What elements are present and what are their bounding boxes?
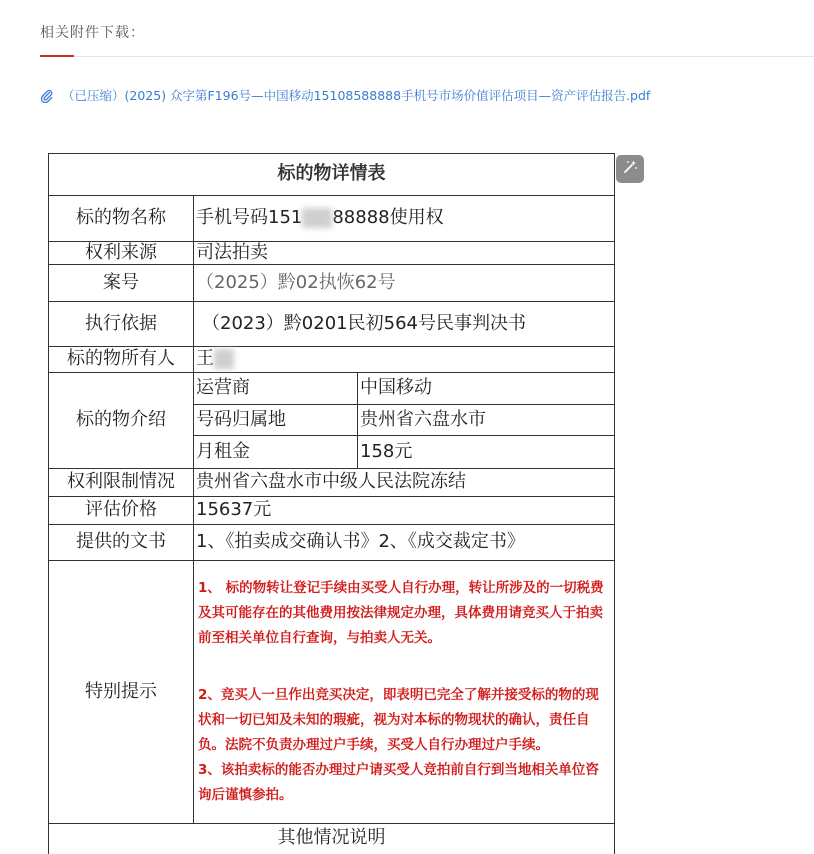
table-title: 标的物详情表: [49, 154, 615, 196]
row-label-special: 特别提示: [49, 561, 194, 824]
row-value-owner: [194, 347, 615, 373]
row-label-source: 权利来源: [49, 242, 194, 265]
magic-wand-button[interactable]: [616, 155, 644, 183]
table-row: [49, 469, 615, 497]
intro-key-carrier: 运营商: [194, 373, 358, 405]
row-value-price: 15637元: [194, 497, 615, 525]
note-2: 2、竞买人一旦作出竞买决定，即表明已完全了解并接受标的物的现状和一切已知及未知的瑕疵，视为对本标的物现状的确认，责任自负。法院不负责办理过户手续，买受人自行办理过户手续。: [198, 687, 599, 753]
row-value-docs: 1、《拍卖成交确认书》2、《成交裁定书》: [194, 525, 615, 561]
intro-value-carrier: 中国移动: [358, 373, 615, 405]
section-title: 相关附件下载：: [40, 25, 145, 41]
table-row: [49, 561, 615, 824]
phone-prefix: 手机号码151: [196, 207, 303, 229]
row-value-name: [194, 196, 615, 242]
owner-surname: 王: [196, 348, 214, 370]
note-1: 1、 标的物转让登记手续由买受人自行办理，转让所涉及的一切税费及其可能存在的其他费用按法律规定办理，具体费用请竞买人于拍卖前至相关单位自行查询，与拍卖人无关。: [198, 580, 604, 646]
row-label-docs: 提供的文书: [49, 525, 194, 561]
attachment-item[interactable]: [40, 86, 650, 104]
paperclip-icon: [40, 88, 54, 102]
magic-wand-icon: [622, 159, 638, 179]
row-label-price: 评估价格: [49, 497, 194, 525]
row-value-source: 司法拍卖: [194, 242, 615, 265]
phone-suffix: 88888使用权: [332, 207, 444, 229]
attachment-link[interactable]: （已压缩）(2025) 众字第F196号—中国移动15108588888手机号市场价值评估项目—资产评估报告.pdf: [62, 88, 651, 103]
row-value-restriction: 贵州省六盘水市中级人民法院冻结: [194, 469, 615, 497]
table-row: [49, 824, 615, 854]
row-value-case: （2025）黔02执恢62号: [194, 265, 615, 302]
table-row: [49, 196, 615, 242]
table-row: [49, 242, 615, 265]
table-row: [49, 154, 615, 196]
row-value-basis: （2023）黔0201民初564号民事判决书: [194, 302, 615, 347]
row-label-intro: 标的物介绍: [49, 373, 194, 469]
intro-value-location: 贵州省六盘水市: [358, 405, 615, 436]
table-row: [49, 265, 615, 302]
intro-value-rent: 158元: [358, 436, 615, 469]
table-row: [49, 525, 615, 561]
detail-table: [48, 153, 615, 854]
row-label-name: 标的物名称: [49, 196, 194, 242]
row-label-basis: 执行依据: [49, 302, 194, 347]
table-row: [49, 373, 615, 405]
row-label-restriction: 权利限制情况: [49, 469, 194, 497]
section-divider: [40, 56, 814, 57]
row-value-special: [194, 561, 615, 824]
redaction-mask: [302, 208, 332, 228]
row-label-case: 案号: [49, 265, 194, 302]
intro-key-rent: 月租金: [194, 436, 358, 469]
table-row: [49, 347, 615, 373]
table-row: [49, 497, 615, 525]
special-notes: [196, 576, 612, 808]
intro-key-location: 号码归属地: [194, 405, 358, 436]
section-title-accent: [40, 55, 74, 57]
redaction-mask: [214, 349, 234, 369]
row-label-owner: 标的物所有人: [49, 347, 194, 373]
note-3: 3、该拍卖标的能否办理过户请买受人竞拍前自行到当地相关单位咨询后谨慎参拍。: [198, 762, 599, 803]
row-label-other: 其他情况说明: [49, 824, 615, 854]
table-row: [49, 302, 615, 347]
